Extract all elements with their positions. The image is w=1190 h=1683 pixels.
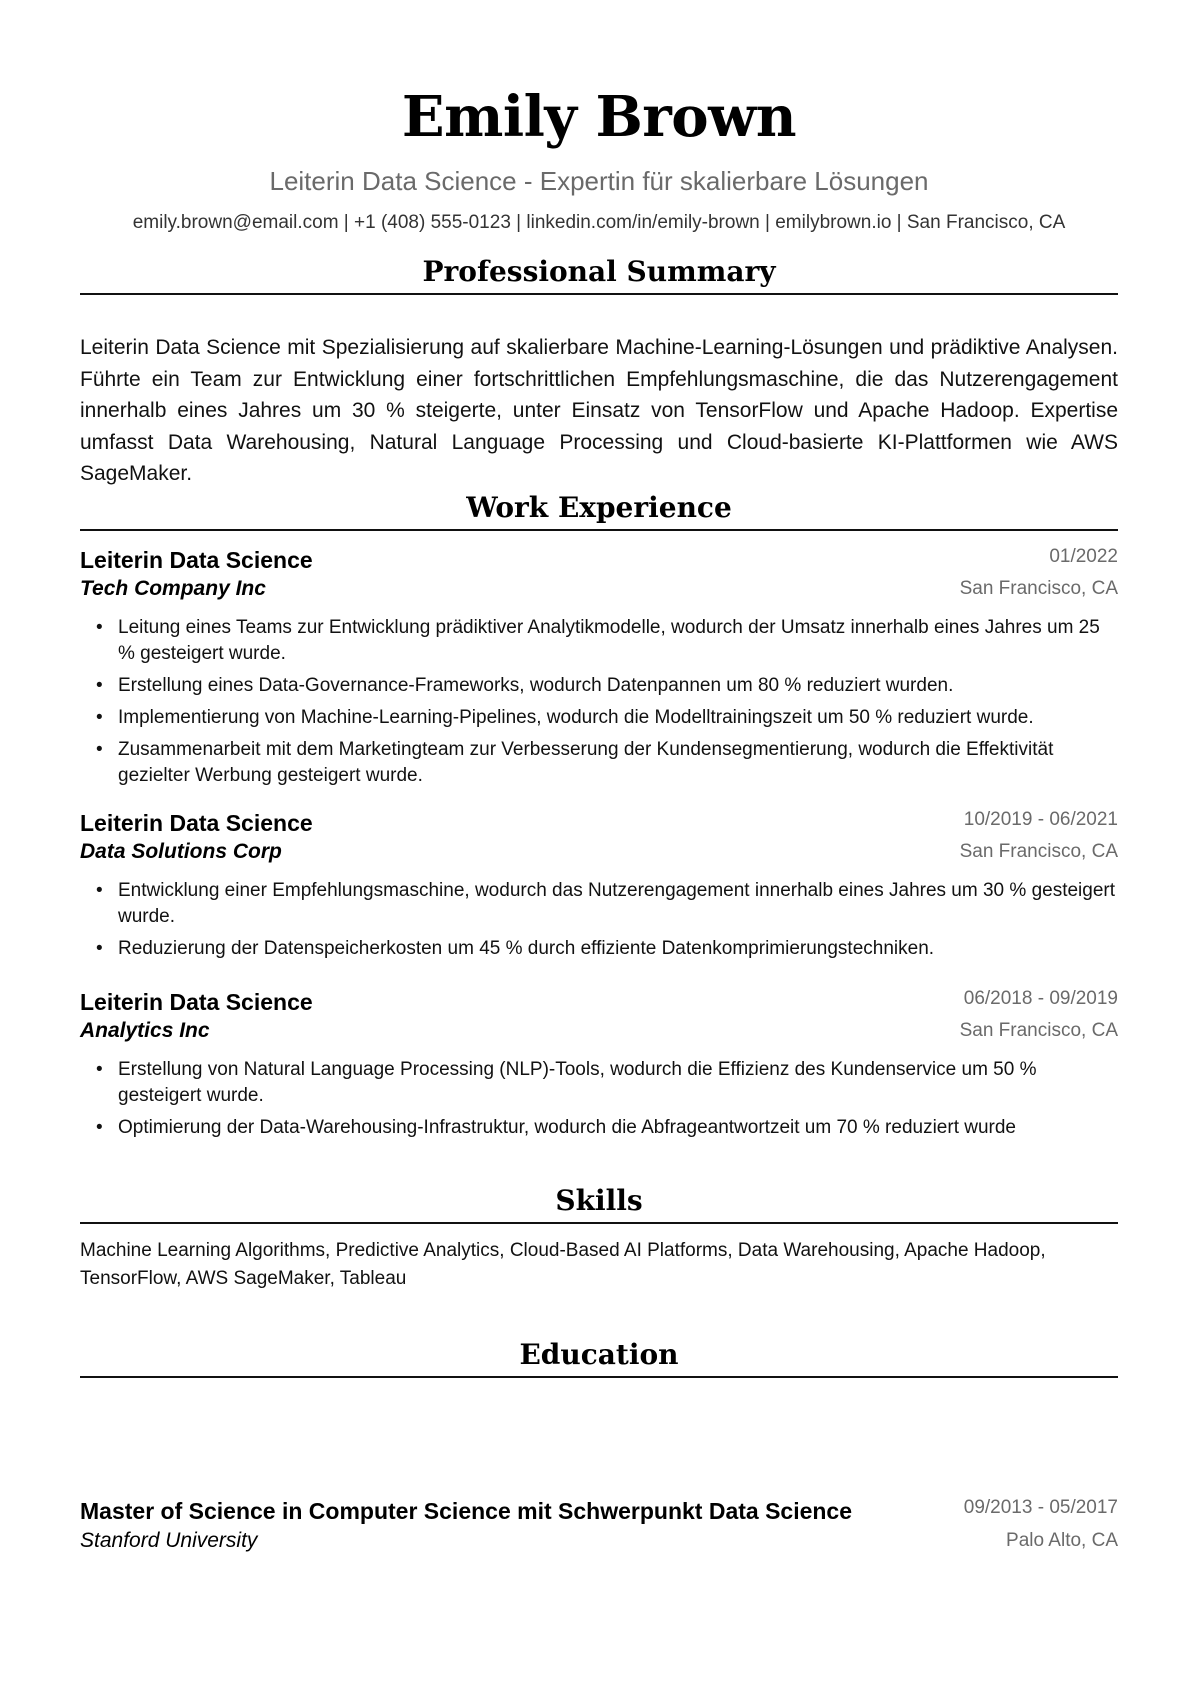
bullet-text: Optimierung der Data-Warehousing-Infrastruktur, wodurch die Abfrageantwortzeit um 70 % reduziert wurde	[118, 1117, 1017, 1138]
list-item: • Optimierung der Data-Warehousing-Infrastruktur, wodurch die Abfrageantwortzeit um 70 % reduziert wurde	[96, 1117, 1017, 1138]
job-date: 01/2022	[1049, 546, 1118, 567]
section-title-experience: Work Experience	[466, 491, 732, 524]
skills-text: Machine Learning Algorithms, Predictive Analytics, Cloud-Based AI Platforms, Data Warehousing, Apache Hadoop, TensorFlow, AWS SageMaker, Tableau	[80, 1240, 1046, 1289]
section-title-skills: Skills	[555, 1184, 643, 1217]
job-company: Analytics Inc	[80, 1019, 210, 1042]
section-title-education: Education	[519, 1338, 679, 1371]
section-divider	[80, 529, 1118, 531]
list-item: • Reduzierung der Datenspeicherkosten um 45 % durch effiziente Datenkomprimierungstechniken.	[96, 938, 935, 959]
headline: Leiterin Data Science - Expertin für skalierbare Lösungen	[269, 166, 929, 196]
section-divider	[80, 293, 1118, 295]
job-date: 10/2019 - 06/2021	[963, 809, 1118, 830]
summary-text: Leiterin Data Science mit Spezialisierung auf skalierbare Machine-Learning-Lösungen und prädiktive Analysen. Führte ein Team zur Entwicklung einer fortschrittlichen Empfehlungsmaschine, die das Nutzerengagement innerhalb eines Jahres um 30 % steigerte, unter Einsatz von TensorFlow und Apache Hadoop. Expertise umfasst Data Warehousing, Natural Language Processing und Cloud-basierte KI-Plattformen wie AWS SageMaker.	[80, 336, 1118, 485]
job-bullets	[80, 1057, 1118, 1147]
list-item: • Erstellung eines Data-Governance-Frameworks, wodurch Datenpannen um 80 % reduziert wurden.	[96, 675, 954, 696]
bullet-text: Reduzierung der Datenspeicherkosten um 45 % durch effiziente Datenkomprimierungstechniken.	[118, 938, 935, 959]
job-location: San Francisco, CA	[959, 578, 1118, 599]
list-item: • Leitung eines Teams zur Entwicklung prädiktiver Analytikmodelle, wodurch der Umsatz innerhalb eines Jahres um 25 % gesteigert wurde.	[96, 617, 1100, 664]
education-date: 09/2013 - 05/2017	[963, 1497, 1118, 1518]
list-item: • Erstellung von Natural Language Processing (NLP)-Tools, wodurch die Effizienz des Kundenservice um 50 % gesteigert wurde.	[96, 1059, 1037, 1106]
job-location: San Francisco, CA	[959, 1020, 1118, 1041]
education-location: Palo Alto, CA	[1006, 1530, 1118, 1551]
section-divider	[80, 1376, 1118, 1378]
job-company: Data Solutions Corp	[80, 840, 282, 863]
job-date: 06/2018 - 09/2019	[963, 988, 1118, 1009]
section-divider	[80, 1222, 1118, 1224]
job-company: Tech Company Inc	[80, 577, 266, 600]
education-school: Stanford University	[80, 1529, 258, 1552]
job-location: San Francisco, CA	[959, 841, 1118, 862]
list-item: • Implementierung von Machine-Learning-Pipelines, wodurch die Modelltrainingszeit um 50 % reduziert wurde.	[96, 707, 1034, 728]
bullet-text: Implementierung von Machine-Learning-Pipelines, wodurch die Modelltrainingszeit um 50 % reduziert wurde.	[118, 707, 1034, 728]
job-title: Leiterin Data Science	[80, 810, 313, 836]
contact-line: emily.brown@email.com | +1 (408) 555-0123 | linkedin.com/in/emily-brown | emilybrown.io | San Francisco, CA	[132, 212, 1066, 233]
job-title: Leiterin Data Science	[80, 989, 313, 1015]
job-bullets	[80, 615, 1118, 795]
candidate-name: Emily Brown	[401, 84, 797, 150]
list-item: • Zusammenarbeit mit dem Marketingteam zur Verbesserung der Kundensegmentierung, wodurch die Effektivität gezielter Werbung gesteigert wurde.	[96, 739, 1054, 786]
education-degree: Master of Science in Computer Science mit Schwerpunkt Data Science	[80, 1498, 853, 1524]
bullet-text: Erstellung eines Data-Governance-Frameworks, wodurch Datenpannen um 80 % reduziert wurden.	[118, 675, 954, 696]
job-title: Leiterin Data Science	[80, 547, 313, 573]
list-item: • Entwicklung einer Empfehlungsmaschine, wodurch das Nutzerengagement innerhalb eines Jahres um 30 % gesteigert wurde.	[96, 880, 1116, 927]
bullet-text: Erstellung von Natural Language Processing (NLP)-Tools, wodurch die Effizienz des Kundenservice um 50 % gesteigert wurde.	[118, 1059, 1037, 1106]
section-title-summary: Professional Summary	[422, 255, 776, 288]
bullet-text: Entwicklung einer Empfehlungsmaschine, wodurch das Nutzerengagement innerhalb eines Jahres um 30 % gesteigert wurde.	[118, 880, 1116, 927]
bullet-text: Zusammenarbeit mit dem Marketingteam zur Verbesserung der Kundensegmentierung, wodurch die Effektivität gezielter Werbung gesteigert wurde.	[118, 739, 1054, 786]
job-bullets	[80, 878, 1118, 968]
bullet-text: Leitung eines Teams zur Entwicklung prädiktiver Analytikmodelle, wodurch der Umsatz innerhalb eines Jahres um 25 % gesteigert wurde.	[118, 617, 1100, 664]
